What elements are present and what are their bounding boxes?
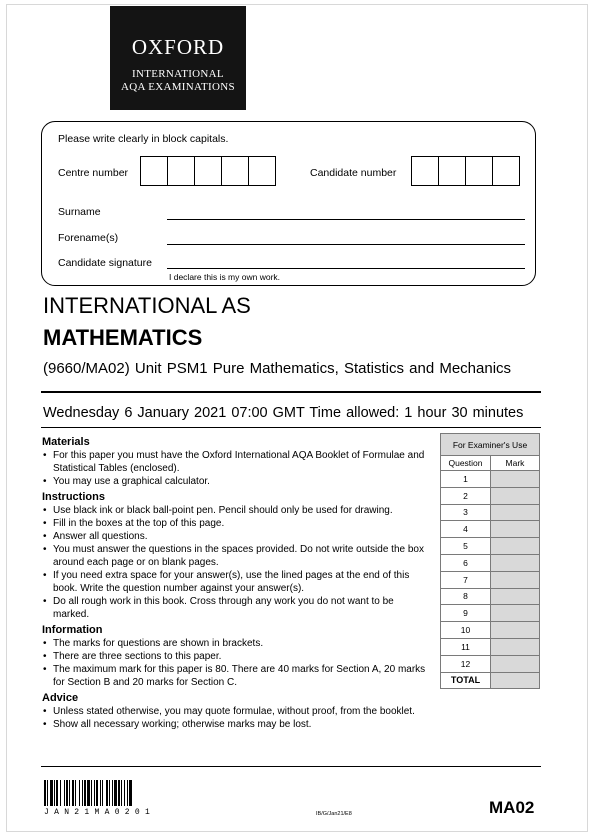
candidate-details-box xyxy=(41,121,536,286)
table-row xyxy=(441,554,540,571)
information-heading: Information xyxy=(42,624,103,636)
centre-number-digit[interactable] xyxy=(194,156,222,186)
date-divider xyxy=(41,427,541,428)
mark-cell xyxy=(491,504,540,521)
logo-line-1: INTERNATIONAL xyxy=(132,68,224,80)
title-divider xyxy=(41,391,541,393)
question-number-cell: 4 xyxy=(441,521,491,538)
mark-cell xyxy=(491,622,540,639)
list-item: • There are three sections to this paper. xyxy=(42,650,432,663)
table-row xyxy=(441,605,540,622)
signature-label: Candidate signature xyxy=(58,257,152,269)
exam-date-time: Wednesday 6 January 2021 07:00 GMT Time allowed: 1 hour 30 minutes xyxy=(43,405,524,421)
table-row xyxy=(441,487,540,504)
candidate-number-label: Candidate number xyxy=(310,167,397,179)
list-item: • Do all rough work in this book. Cross through any work you do not want to be marked. xyxy=(42,595,432,621)
forename-field[interactable] xyxy=(167,244,525,245)
logo-brand: OXFORD xyxy=(131,35,225,59)
information-list xyxy=(42,637,432,689)
table-row xyxy=(441,504,540,521)
question-column-header: Question xyxy=(441,456,491,471)
table-row xyxy=(441,588,540,605)
table-row xyxy=(441,471,540,488)
advice-list xyxy=(42,705,432,731)
table-row xyxy=(441,571,540,588)
list-item: • For this paper you must have the Oxford International AQA Booklet of Formulae and Statistical Tables (enclosed). xyxy=(42,449,432,475)
materials-list xyxy=(42,449,432,488)
logo-line-2: AQA EXAMINATIONS xyxy=(121,81,235,93)
surname-field[interactable] xyxy=(167,219,525,220)
mark-cell xyxy=(491,521,540,538)
question-number-cell: 8 xyxy=(441,588,491,605)
barcode-text: JAN21MA0201 xyxy=(44,808,156,817)
question-number-cell: 2 xyxy=(441,487,491,504)
centre-number-digit[interactable] xyxy=(248,156,276,186)
mark-cell xyxy=(491,571,540,588)
question-number-cell: 9 xyxy=(441,605,491,622)
mark-cell xyxy=(491,554,540,571)
list-item: • Fill in the boxes at the top of this page. xyxy=(42,517,432,530)
centre-number-digit[interactable] xyxy=(221,156,249,186)
centre-number-digit[interactable] xyxy=(140,156,168,186)
examiner-use-table xyxy=(440,433,540,689)
mark-cell xyxy=(491,638,540,655)
centre-number-boxes[interactable] xyxy=(140,156,275,186)
list-item: • Answer all questions. xyxy=(42,530,432,543)
declaration-text: I declare this is my own work. xyxy=(169,272,281,282)
list-item: • You must answer the questions in the spaces provided. Do not write outside the box around each page or on blank pages. xyxy=(42,543,432,569)
question-number-cell: 10 xyxy=(441,622,491,639)
oxford-aqa-logo xyxy=(110,6,246,110)
list-item: • If you need extra space for your answer(s), use the lined pages at the end of this book. Write the question number against your answer(s). xyxy=(42,569,432,595)
total-mark-cell xyxy=(491,672,540,689)
question-number-cell: 11 xyxy=(441,638,491,655)
examiner-table-body xyxy=(441,471,540,673)
centre-number-digit[interactable] xyxy=(167,156,195,186)
list-item: • You may use a graphical calculator. xyxy=(42,475,432,488)
paper-code: MA02 xyxy=(489,798,535,817)
table-row xyxy=(441,655,540,672)
table-row xyxy=(441,622,540,639)
materials-heading: Materials xyxy=(42,436,90,448)
list-item: • The maximum mark for this paper is 80. There are 40 marks for Section A, 20 marks for Section B and 20 marks for Section C. xyxy=(42,663,432,689)
table-row xyxy=(441,638,540,655)
logo-subtitle xyxy=(110,68,246,94)
unit-title: (9660/MA02) Unit PSM1 Pure Mathematics, Statistics and Mechanics xyxy=(43,360,512,377)
paper-reference: IB/G/Jan21/E8 xyxy=(316,811,352,817)
mark-cell xyxy=(491,538,540,555)
barcode-image xyxy=(44,780,220,808)
candidate-number-digit[interactable] xyxy=(492,156,520,186)
list-item: • Unless stated otherwise, you may quote formulae, without proof, from the booklet. xyxy=(42,705,432,718)
mark-cell xyxy=(491,471,540,488)
examiner-table-title: For Examiner's Use xyxy=(441,434,540,456)
mark-cell xyxy=(491,605,540,622)
question-number-cell: 6 xyxy=(441,554,491,571)
instructions-heading: Instructions xyxy=(42,491,105,503)
mark-cell xyxy=(491,655,540,672)
question-number-cell: 12 xyxy=(441,655,491,672)
footer-divider xyxy=(41,766,541,767)
question-number-cell: 7 xyxy=(441,571,491,588)
centre-number-label: Centre number xyxy=(58,167,129,179)
question-number-cell: 1 xyxy=(441,471,491,488)
subject-title: MATHEMATICS xyxy=(43,325,203,350)
candidate-number-digit[interactable] xyxy=(411,156,439,186)
mark-cell xyxy=(491,487,540,504)
candidate-number-digit[interactable] xyxy=(438,156,466,186)
signature-field[interactable] xyxy=(167,268,525,269)
advice-heading: Advice xyxy=(42,692,79,704)
list-item: • The marks for questions are shown in brackets. xyxy=(42,637,432,650)
question-number-cell: 5 xyxy=(441,538,491,555)
mark-column-header: Mark xyxy=(491,456,540,471)
candidate-number-digit[interactable] xyxy=(465,156,493,186)
table-row xyxy=(441,521,540,538)
mark-cell xyxy=(491,588,540,605)
qualification-level: INTERNATIONAL AS xyxy=(43,293,251,318)
total-label: TOTAL xyxy=(441,672,491,689)
candidate-number-boxes[interactable] xyxy=(411,156,519,186)
surname-label: Surname xyxy=(58,206,101,218)
instructions-list xyxy=(42,504,432,621)
question-number-cell: 3 xyxy=(441,504,491,521)
list-item: • Use black ink or black ball-point pen. Pencil should only be used for drawing. xyxy=(42,504,432,517)
list-item: • Show all necessary working; otherwise marks may be lost. xyxy=(42,718,432,731)
exam-instructions xyxy=(42,436,432,731)
table-row xyxy=(441,538,540,555)
forename-label: Forename(s) xyxy=(58,232,119,244)
block-capitals-instruction: Please write clearly in block capitals. xyxy=(58,133,229,145)
